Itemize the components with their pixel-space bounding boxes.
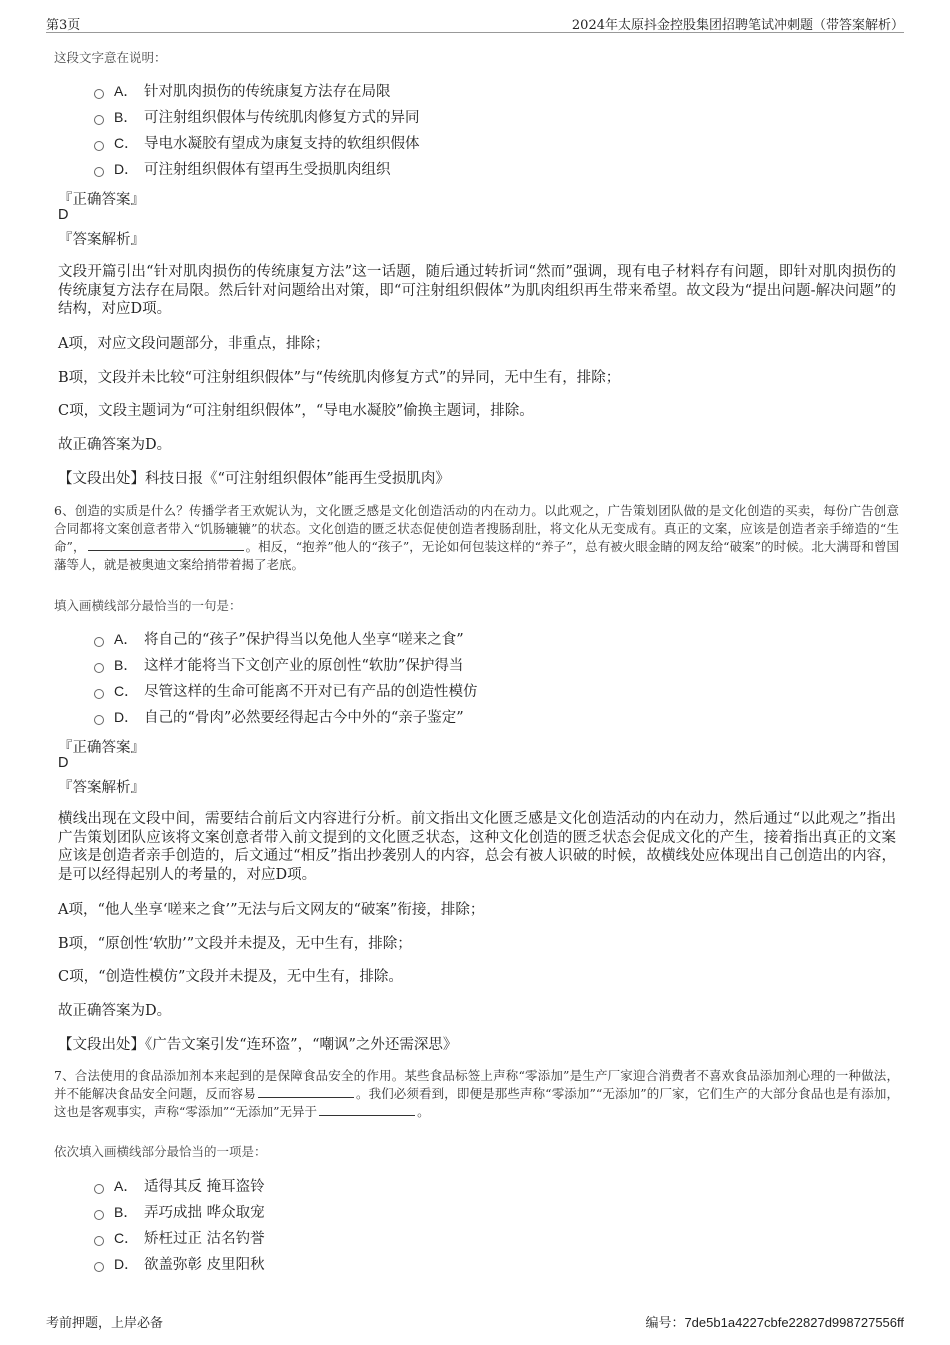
option-text: 这样才能将当下文创产业的原创性“软肋”保护得当 — [144, 658, 464, 674]
q5-option-b[interactable] — [94, 106, 420, 128]
code-value: 7de5b1a4227cbfe22827d998727556ff — [684, 1315, 904, 1330]
page-footer — [46, 1312, 904, 1332]
q7-text-part3: 。 — [417, 1104, 430, 1119]
option-text: 适得其反 掩耳盗铃 — [144, 1179, 265, 1195]
option-text: 导电水凝胶有望成为康复支持的软组织假体 — [144, 136, 420, 152]
option-letter: D． — [114, 709, 139, 725]
q6-text-after: 。相反，“抱养”他人的“孩子”，无论如何包装这样的“养子”，总有被火眼金睛的网友给“破案”的时候。北大满哥和曾国藩等人，就是被奥迪文案给捎带着揭了老底。 — [54, 539, 899, 572]
radio-icon[interactable] — [94, 1236, 104, 1246]
q7-text-part2: 。我们必须看到，即便是那些声称“零添加”“无添加”的厂家，它们生产的大部分食品也是有添加，这也是客观事实，声称“零添加”“无添加”无异于 — [54, 1086, 899, 1119]
option-letter: B． — [114, 1204, 138, 1220]
code-label: 编号： — [645, 1316, 685, 1331]
footer-slogan: 考前押题，上岸必备 — [46, 1316, 164, 1331]
q7-option-a[interactable] — [94, 1175, 265, 1197]
option-text: 矫枉过正 沽名钓誉 — [144, 1231, 265, 1247]
option-letter: A． — [114, 1178, 138, 1194]
q5-option-d[interactable] — [94, 158, 391, 180]
option-text: 针对肌肉损伤的传统康复方法存在局限 — [144, 84, 391, 100]
q6-option-b[interactable] — [94, 654, 463, 676]
option-text: 尽管这样的生命可能离不开对已有产品的创造性模仿 — [144, 684, 478, 700]
option-letter: C． — [114, 135, 139, 151]
option-text: 欲盖弥彰 皮里阳秋 — [144, 1257, 265, 1273]
q6-note-b: B项，“原创性‘软肋’”文段并未提及，无中生有，排除； — [58, 936, 412, 952]
q6-source: 【文段出处】《广告文案引发“连环盗”，“嘲讽”之外还需深思》 — [58, 1037, 458, 1053]
document-code — [645, 1312, 904, 1331]
option-letter: C． — [114, 683, 139, 699]
q5-conclusion: 故正确答案为D。 — [58, 437, 172, 453]
q6-text-before: 6、创造的实质是什么？传播学者王欢妮认为，文化匮乏感是文化创造活动的内在动力。以此观之，广告策划团队做的是文化创造的买卖，每份广告创意合同都将文案创意者带入“饥肠辘辘”的状态。文化创造的匮乏状态促使创造者搜肠刮肚，将文化从无变成有。真正的文案，应该是创造者亲手缔造的“生命”， — [54, 503, 899, 554]
q5-note-c: C项，文段主题词为“可注射组织假体”，“导电水凝胶”偷换主题词，排除。 — [58, 403, 534, 419]
q7-option-c[interactable] — [94, 1227, 265, 1249]
option-text: 将自己的“孩子”保护得当以免他人坐享“嗟来之食” — [144, 632, 464, 648]
q6-analysis-label: 『答案解析』 — [58, 780, 145, 796]
page-number: 第3页 — [46, 18, 81, 33]
q6-answer-label: 『正确答案』 — [58, 740, 145, 756]
q7-prompt: 依次填入画横线部分最恰当的一项是： — [54, 1144, 267, 1159]
q7-blank-2 — [319, 1103, 415, 1116]
document-title: 2024年太原抖金控股集团招聘笔试冲刺题（带答案解析） — [571, 18, 904, 33]
option-text: 可注射组织假体有望再生受损肌肉组织 — [144, 162, 391, 178]
option-letter: D． — [114, 161, 139, 177]
q6-blank — [88, 538, 244, 551]
q6-option-a[interactable] — [94, 628, 464, 650]
q7-blank-1 — [258, 1085, 354, 1098]
q6-question-text — [54, 502, 899, 574]
q7-option-d[interactable] — [94, 1253, 265, 1275]
radio-icon[interactable] — [94, 689, 104, 699]
q7-option-b[interactable] — [94, 1201, 265, 1223]
q6-note-a: A项，“他人坐享‘嗟来之食’”无法与后文网友的“破案”衔接，排除； — [58, 902, 485, 918]
option-text: 弄巧成拙 哗众取宠 — [144, 1205, 265, 1221]
radio-icon[interactable] — [94, 1262, 104, 1272]
q6-prompt: 填入画横线部分最恰当的一句是： — [54, 598, 242, 613]
q5-answer: D — [58, 207, 69, 223]
option-letter: B． — [114, 657, 138, 673]
radio-icon[interactable] — [94, 115, 104, 125]
q6-answer: D — [58, 755, 69, 771]
option-letter: C． — [114, 1230, 139, 1246]
radio-icon[interactable] — [94, 663, 104, 673]
q6-option-c[interactable] — [94, 680, 478, 702]
option-letter: A． — [114, 83, 138, 99]
q6-conclusion: 故正确答案为D。 — [58, 1003, 172, 1019]
q7-question-text — [54, 1067, 899, 1121]
q5-answer-label: 『正确答案』 — [58, 192, 145, 208]
q5-note-a: A项，对应文段问题部分，非重点，排除； — [58, 336, 330, 352]
radio-icon[interactable] — [94, 1210, 104, 1220]
q6-option-d[interactable] — [94, 706, 464, 728]
radio-icon[interactable] — [94, 141, 104, 151]
q6-analysis: 横线出现在文段中间，需要结合前后文内容进行分析。前文指出文化匮乏感是文化创造活动的内在动力，然后通过“以此观之”指出广告策划团队应该将文案创意者带入前文提到的文化匮乏状态，这种文化创造的匮乏状态会促成文化的产生，接着指出真正的文案应该是创造者亲手创造的，后文通过“相反”指出抄袭别人的内容，总会有被人识破的时候，故横线处应体现出自己创造出的内容，是可以经得起别人的考量的，对应D项。 — [58, 811, 896, 883]
option-text: 可注射组织假体与传统肌肉修复方式的异同 — [144, 110, 420, 126]
q5-source: 【文段出处】科技日报《“可注射组织假体”能再生受损肌肉》 — [58, 471, 450, 487]
radio-icon[interactable] — [94, 1184, 104, 1194]
q5-option-c[interactable] — [94, 132, 420, 154]
q5-analysis: 文段开篇引出“针对肌肉损伤的传统康复方法”这一话题，随后通过转折词“然而”强调，现有电子材料存有问题，即针对肌肉损伤的传统康复方法存在局限。然后针对问题给出对策，即“可注射组织假体”为肌肉组织再生带来希望。故文段为“提出问题-解决问题”的结构，对应D项。 — [58, 264, 896, 317]
page-header — [46, 12, 904, 33]
radio-icon[interactable] — [94, 89, 104, 99]
option-letter: D． — [114, 1256, 139, 1272]
q5-prompt: 这段文字意在说明： — [54, 50, 167, 65]
q7-text-part1: 7、合法使用的食品添加剂本来起到的是保障食品安全的作用。某些食品标签上声称“零添加”是生产厂家迎合消费者不喜欢食品添加剂心理的一种做法，并不能解决食品安全问题，反而容易 — [54, 1068, 899, 1101]
option-letter: A． — [114, 631, 138, 647]
radio-icon[interactable] — [94, 167, 104, 177]
option-letter: B． — [114, 109, 138, 125]
q5-analysis-label: 『答案解析』 — [58, 232, 145, 248]
radio-icon[interactable] — [94, 715, 104, 725]
q5-option-a[interactable] — [94, 80, 391, 102]
q5-note-b: B项，文段并未比较“可注射组织假体”与“传统肌肉修复方式”的异同，无中生有，排除； — [58, 370, 621, 386]
option-text: 自己的“骨肉”必然要经得起古今中外的“亲子鉴定” — [144, 710, 464, 726]
radio-icon[interactable] — [94, 637, 104, 647]
q6-note-c: C项，“创造性模仿”文段并未提及，无中生有，排除。 — [58, 969, 403, 985]
